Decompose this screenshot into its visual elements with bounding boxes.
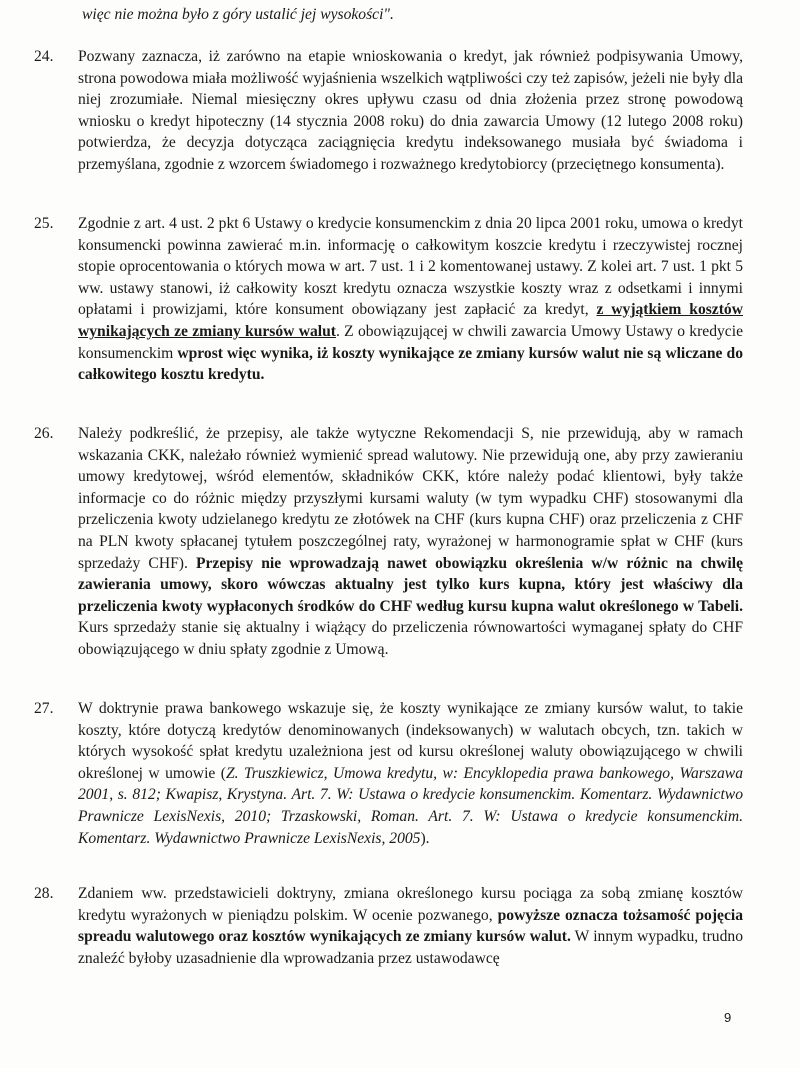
page-number: 9 [724, 1010, 732, 1025]
paragraph-text [78, 46, 743, 176]
text-segment: z wyjątkiem kosztów wynikających ze zmiany kursów walut [78, 301, 743, 340]
text-segment: Pozwany zaznacza, iż zarówno na etapie wnioskowania o kredyt, jak również podpisywania Umowy, strona powodowa miała możliwość wyjaśnienia wszelkich wątpliwości czy też zapisów, jeżeli nie były dla niej zrozumiałe. Niemal miesięczny okres upływu czasu od dnia złożenia przez stronę powodową wniosku o kredyt hipoteczny (14 stycznia 2008 roku) do dnia zawarcia Umowy (12 lutego 2008 roku) potwierdza, że decyzja dotycząca zaciągnięcia kredytu indeksowanego musiała być świadoma i przemyślana, zgodnie z wzorcem świadomego i rozważnego kredytobiorcy (przeciętnego konsumenta). [78, 48, 743, 173]
text-segment: W innym wypadku, trudno znaleźć byłoby uzasadnienie dla wprowadzania przez ustawodawcę [78, 928, 743, 967]
paragraph-number: 26. [34, 425, 54, 442]
text-segment: Zgodnie z art. 4 ust. 2 pkt 6 Ustawy o kredycie konsumenckim z dnia 20 lipca 2001 roku, umowa o kredyt konsumencki powinna zawierać m.in. informację o całkowitym koszcie kredytu i rzeczywistej rocznej stopie oprocentowania o których mowa w art. 7 ust. 1 i 2 komentowanej ustawy. Z kolei art. 7 ust. 1 pkt 5 ww. ustawy stanowi, iż całkowity koszt kredytu oznacza wszystkie koszty wraz z odsetkami i innymi opłatami i prowizjami, które konsument obowiązany jest zapłacić za kredyt, [78, 215, 743, 319]
text-segment: ). [420, 829, 430, 847]
paragraph-text [78, 423, 743, 661]
text-segment: Należy podkreślić, że przepisy, ale także wytyczne Rekomendacji S, nie przewidują, aby w ramach wskazania CKK, należało również wymienić spread walutowy. Nie przewidują one, aby przy zawieraniu umowy kredytowej, wśród elementów, składników CKK, które należy podać klientowi, były także informacje co do różnic między przyszłymi kursami waluty (w tym wypadku CHF) stosowanymi dla przeliczenia kwoty udzielanego kredytu ze złotówek na CHF (kurs kupna CHF) oraz przeliczenia z CHF na PLN kwoty spłacanej tytułem poszczególnej raty, wyrażonej w harmonogramie spłat w CHF (kurs sprzedaży CHF). [78, 425, 743, 572]
paragraph-text [78, 698, 743, 849]
text-segment: Przepisy nie wprowadzają nawet obowiązku określenia w/w różnic na chwilę zawierania umowy, skoro wówczas aktualny jest tylko kurs kupna, który jest właściwy dla przeliczenia kwoty wypłaconych środków do CHF według kursu kupna walut określonego w Tabeli. [78, 554, 744, 615]
paragraph-number: 27. [34, 700, 54, 717]
text-segment: . Z obowiązującej w chwili zawarcia Umowy Ustawy o kredycie konsumenckim [78, 322, 743, 362]
intro-quote-fragment: więc nie można było z góry ustalić jej wysokości". [82, 6, 394, 23]
text-segment: wprost więc wynika, iż koszty wynikające ze zmiany kursów walut nie są wliczane do całkowitego kosztu kredytu. [78, 344, 743, 384]
text-segment: W doktrynie prawa bankowego wskazuje się, że koszty wynikające ze zmiany kursów walut, to takie koszty, które dotyczą kredytów denominowanych (indeksowanych) w walutach obcych, tzn. takich w których wysokość spłat kredytu uzależniona jest od kursu określonej waluty obowiązującego w chwili określonej w umowie ( [78, 700, 743, 782]
paragraph-text [78, 213, 743, 386]
paragraph-number: 25. [34, 215, 54, 232]
text-segment: Zdaniem ww. przedstawicieli doktryny, zmiana określonego kursu pociąga za sobą zmianę kosztów kredytu wyrażonych w pieniądzu polskim. W ocenie pozwanego, [78, 885, 743, 924]
paragraph-text [78, 883, 743, 969]
paragraph-number: 28. [34, 885, 54, 902]
paragraph-number: 24. [34, 48, 54, 65]
text-segment: Z. Truszkiewicz, Umowa kredytu, w: Encyklopedia prawa bankowego, Warszawa 2001, s. 812; Kwapisz, Krystyna. Art. 7. W: Ustawa o kredycie konsumenckim. Komentarz. Wydawnictwo Prawnicze LexisNexis, 2010; Trzaskowski, Roman. Art. 7. W: Ustawa o kredycie konsumenckim. Komentarz. Wydawnictwo Prawnicze LexisNexis, 2005 [78, 764, 743, 847]
text-segment: powyższe oznacza tożsamość pojęcia spreadu walutowego oraz kosztów wynikających ze zmiany kursów walut. [78, 906, 743, 946]
text-segment: Kurs sprzedaży stanie się aktualny i wiążący do przeliczenia równowartości wymaganej spłaty do CHF obowiązującego w dniu spłaty zgodnie z Umową. [78, 619, 743, 658]
